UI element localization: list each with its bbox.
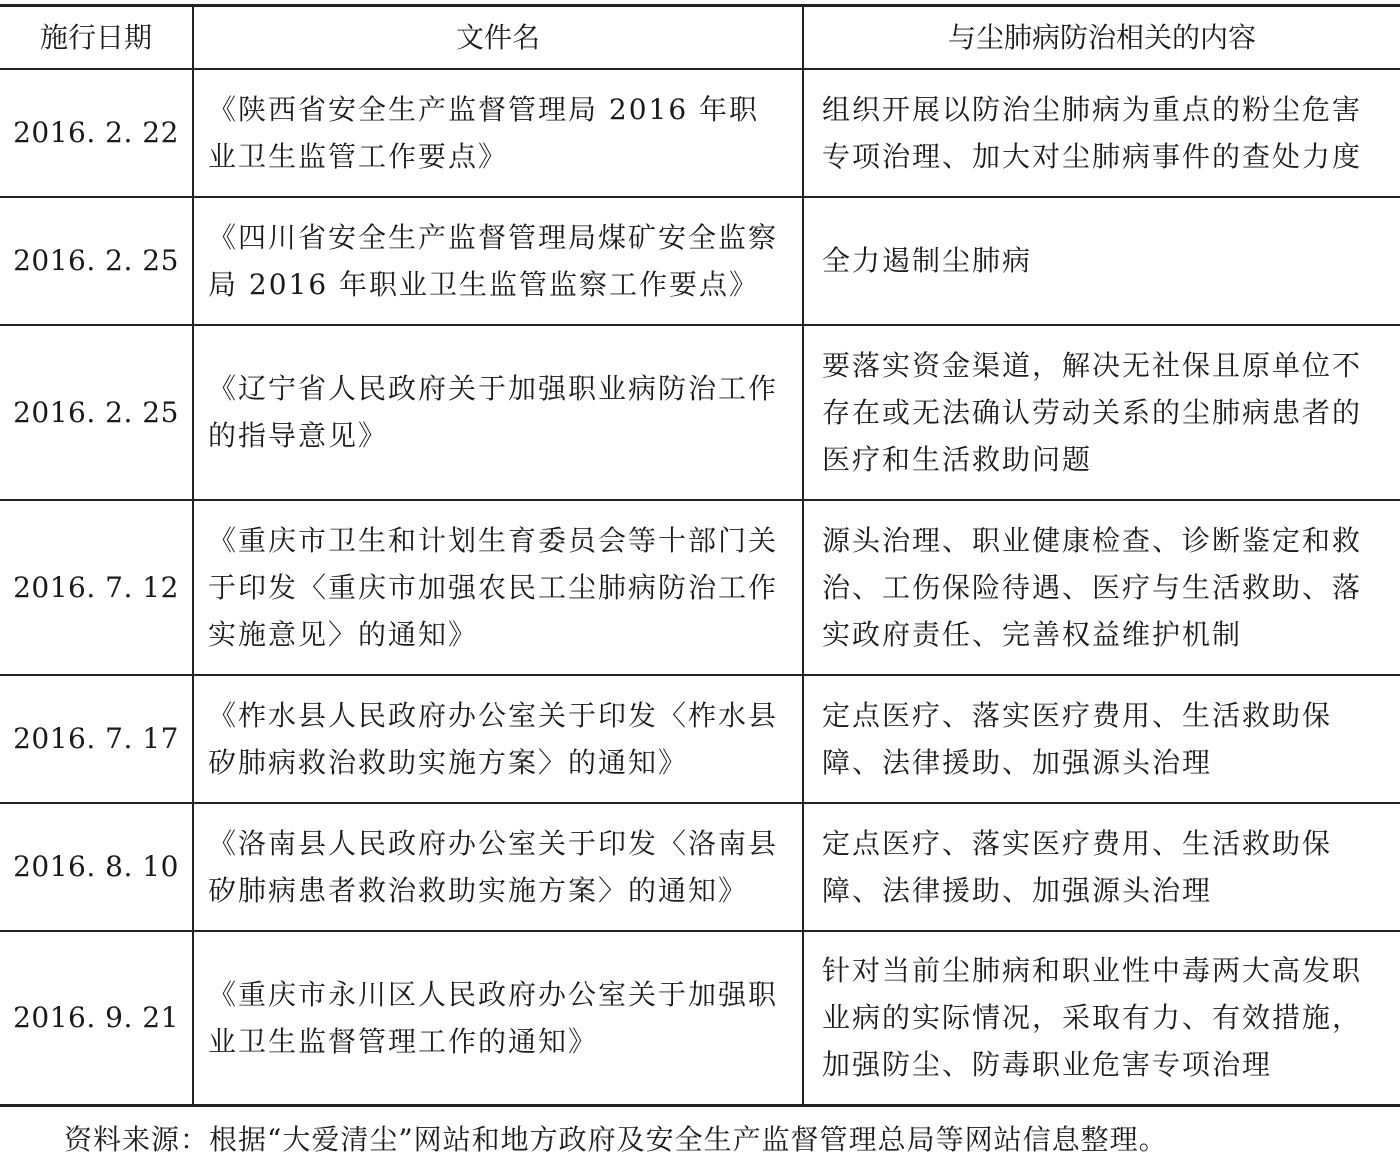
content-cell: 定点医疗、落实医疗费用、生活救助保障、法律援助、加强源头治理 [803,803,1400,931]
table-row [0,197,1400,325]
policy-table [0,4,1400,1107]
date-cell: 2016. 2. 25 [0,325,193,500]
content-cell: 要落实资金渠道，解决无社保且原单位不存在或无法确认劳动关系的尘肺病患者的医疗和生活救助问题 [803,325,1400,500]
content-cell: 定点医疗、落实医疗费用、生活救助保障、法律援助、加强源头治理 [803,675,1400,803]
content-cell: 源头治理、职业健康检查、诊断鉴定和救治、工伤保险待遇、医疗与生活救助、落实政府责任、完善权益维护机制 [803,500,1400,675]
document-cell: 《四川省安全生产监督管理局煤矿安全监察局 2016 年职业卫生监管监察工作要点》 [193,197,803,325]
table-row [0,675,1400,803]
date-cell: 2016. 8. 10 [0,803,193,931]
date-cell: 2016. 7. 12 [0,500,193,675]
header-document: 文件名 [193,6,803,69]
document-cell: 《陕西省安全生产监督管理局 2016 年职业卫生监管工作要点》 [193,69,803,197]
date-cell: 2016. 9. 21 [0,931,193,1106]
document-cell: 《辽宁省人民政府关于加强职业病防治工作的指导意见》 [193,325,803,500]
table-row [0,931,1400,1106]
document-cell: 《重庆市卫生和计划生育委员会等十部门关于印发〈重庆市加强农民工尘肺病防治工作实施意见〉的通知》 [193,500,803,675]
table-header-row [0,6,1400,69]
table-row [0,325,1400,500]
date-cell: 2016. 7. 17 [0,675,193,803]
header-date: 施行日期 [0,6,193,69]
content-cell: 全力遏制尘肺病 [803,197,1400,325]
source-footnote: 资料来源：根据“大爱清尘”网站和地方政府及安全生产监督管理总局等网站信息整理。 [64,1123,1168,1156]
table-row [0,803,1400,931]
document-cell: 《柞水县人民政府办公室关于印发〈柞水县矽肺病救治救助实施方案〉的通知》 [193,675,803,803]
date-cell: 2016. 2. 22 [0,69,193,197]
date-cell: 2016. 2. 25 [0,197,193,325]
content-cell: 针对当前尘肺病和职业性中毒两大高发职业病的实际情况，采取有力、有效措施，加强防尘、防毒职业危害专项治理 [803,931,1400,1106]
content-cell: 组织开展以防治尘肺病为重点的粉尘危害专项治理、加大对尘肺病事件的查处力度 [803,69,1400,197]
document-cell: 《重庆市永川区人民政府办公室关于加强职业卫生监督管理工作的通知》 [193,931,803,1106]
table-row [0,69,1400,197]
table-row [0,500,1400,675]
header-content: 与尘肺病防治相关的内容 [803,6,1400,69]
document-cell: 《洛南县人民政府办公室关于印发〈洛南县矽肺病患者救治救助实施方案〉的通知》 [193,803,803,931]
